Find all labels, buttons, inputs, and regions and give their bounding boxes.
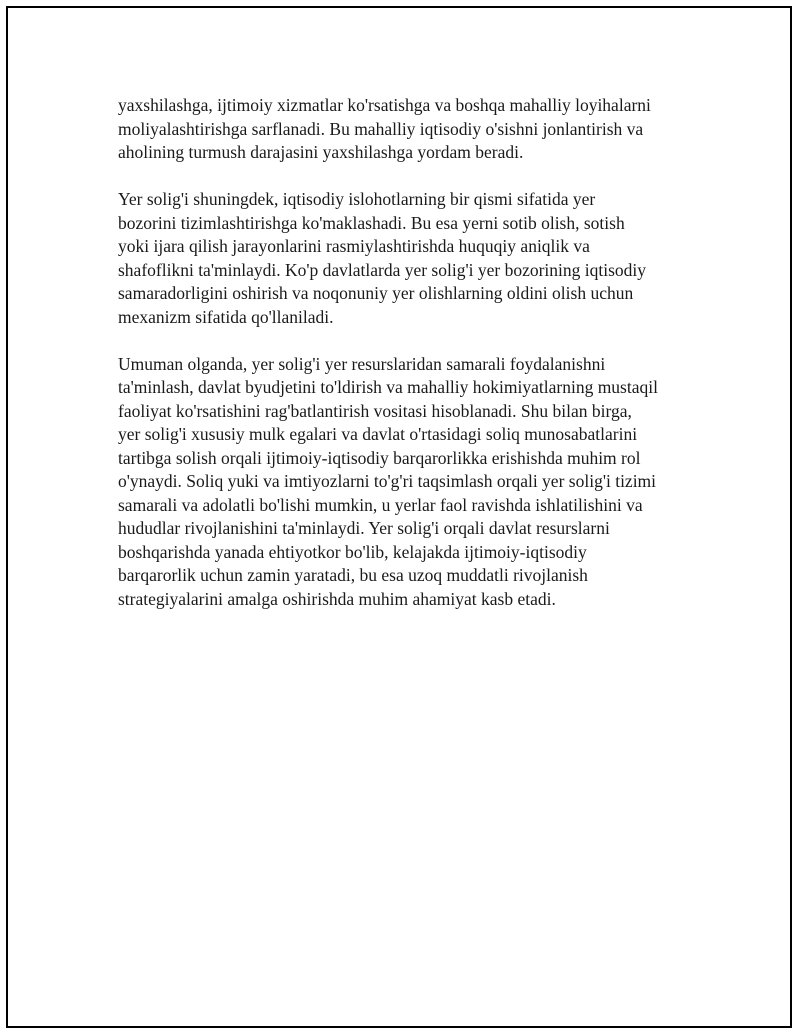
text-line: Umuman olganda, yer solig'i yer resurslaridan samarali foydalanishni <box>118 353 606 374</box>
document-body <box>118 94 698 635</box>
text-line: bozorini tizimlashtirishga ko'maklashadi. Bu esa yerni sotib olish, sotish <box>118 212 625 233</box>
text-line: barqarorlik uchun zamin yaratadi, bu esa uzoq muddatli rivojlanish <box>118 565 588 585</box>
text-line: o'ynaydi. Soliq yuki va imtiyozlarni to'g'ri taqsimlash orqali yer solig'i tizimi <box>118 471 657 491</box>
text-line: hududlar rivojlanishini ta'minlaydi. Yer solig'i orqali davlat resurslarni <box>118 518 610 538</box>
text-line: aholining turmush darajasini yaxshilashga yordam beradi. <box>118 142 524 162</box>
text-line: samarali va adolatli bo'lishi mumkin, u yerlar faol ravishda ishlatilishini va <box>118 494 643 515</box>
text-line: strategiyalarini amalga oshirishda muhim ahamiyat kasb etadi. <box>118 588 556 609</box>
paragraph-1 <box>118 94 698 165</box>
text-line: Yer solig'i shuningdek, iqtisodiy islohotlarning bir qismi sifatida yer <box>118 189 596 209</box>
text-line: ta'minlash, davlat byudjetini to'ldirish va mahalliy hokimiyatlarning mustaqil <box>118 377 658 397</box>
text-line: yaxshilashga, ijtimoiy xizmatlar ko'rsatishga va boshqa mahalliy loyihalarni <box>118 95 651 115</box>
text-line: yer solig'i xususiy mulk egalari va davlat o'rtasidagi soliq munosabatlarini <box>118 424 638 444</box>
text-line: boshqarishda yanada ehtiyotkor bo'lib, kelajakda ijtimoiy-iqtisodiy <box>118 541 587 562</box>
text-line: shafoflikni ta'minlaydi. Ko'p davlatlarda yer solig'i yer bozorining iqtisodiy <box>118 259 647 280</box>
text-line: moliyalashtirishga sarflanadi. Bu mahalliy iqtisodiy o'sishni jonlantirish va <box>118 118 644 139</box>
text-line: yoki ijara qilish jarayonlarini rasmiylashtirishda huquqiy aniqlik va <box>118 236 590 256</box>
paragraph-2 <box>118 188 698 329</box>
text-line: samaradorligini oshirish va noqonuniy yer olishlarning oldini olish uchun <box>118 283 634 303</box>
paragraph-3 <box>118 353 698 612</box>
text-line: faoliyat ko'rsatishini rag'batlantirish vositasi hisoblanadi. Shu bilan birga, <box>118 400 632 421</box>
text-line: mexanizm sifatida qo'llaniladi. <box>118 306 334 327</box>
text-line: tartibga solish orqali ijtimoiy-iqtisodiy barqarorlikka erishishda muhim rol <box>118 447 641 468</box>
